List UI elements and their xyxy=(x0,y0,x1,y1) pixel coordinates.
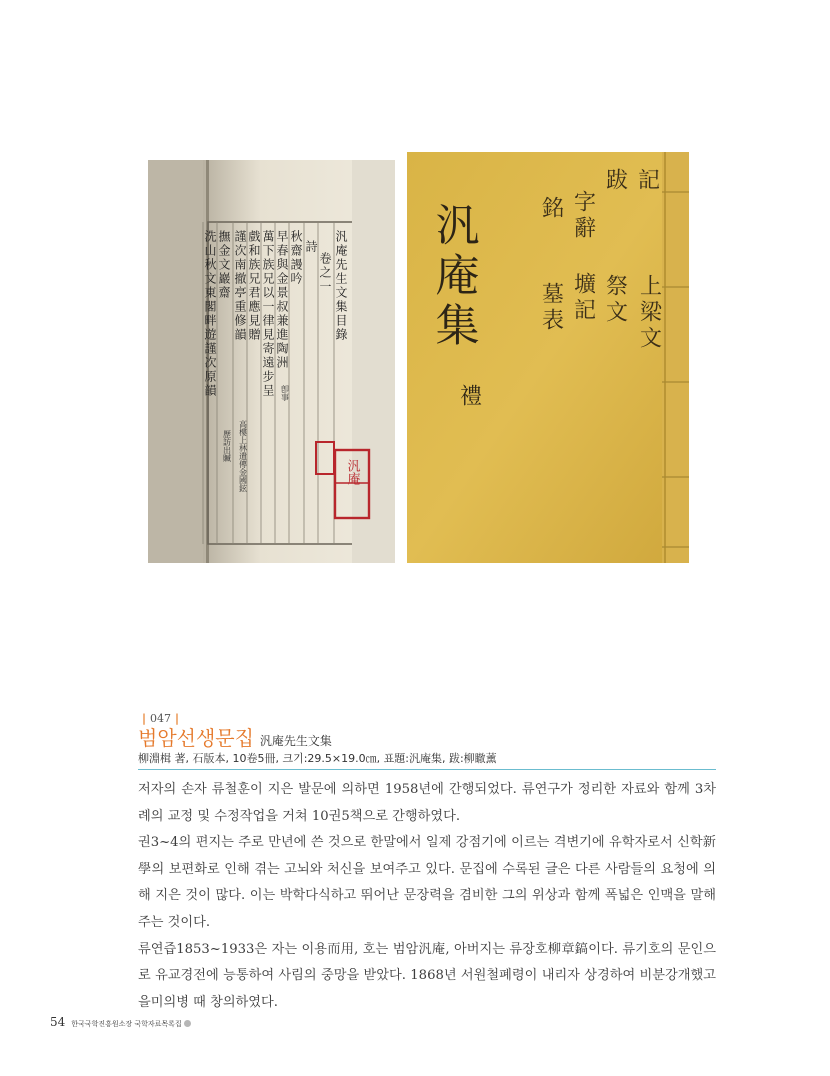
volume-mark: 禮 xyxy=(456,384,482,406)
column-text: 謹次南撤亭重修韻 xyxy=(233,230,247,342)
cover-column: 祭文 xyxy=(602,274,628,326)
item-title xyxy=(138,722,714,751)
book-photo-left xyxy=(148,160,395,563)
column-text: 卷之一 xyxy=(318,252,332,294)
caption-divider xyxy=(138,769,716,770)
column-note: 高樓上林遺傳金國鉉 xyxy=(238,420,248,492)
cover-column: 字辭 xyxy=(570,190,596,242)
title-korean: 범암선생문집 xyxy=(138,726,254,750)
column-text: 萬下族兄以一律見寄遠步呈 xyxy=(261,230,275,398)
page-footer xyxy=(50,1015,191,1029)
paragraph-3: 류연즙1853~1933은 자는 이용而用, 호는 범암汎庵, 아버지는 류장호柳章鎬이다. 류기호의 문인으로 유교경전에 능통하여 사림의 중망을 받았다. 1868년 서원철폐령이 내리자 상경하여 비분강개했고 을미의병 때 창의하였다. xyxy=(138,941,716,1010)
page-number: 54 xyxy=(50,1015,66,1029)
paragraph-1: 저자의 손자 류철훈이 지은 발문에 의하면 1958년에 간행되었다. 류연구가 정리한 자료와 함께 3차례의 교정 및 수정작업을 거쳐 10권5책으로 간행하였다. xyxy=(138,782,716,824)
column-text: 詩 xyxy=(304,240,318,254)
column-text: 早春與金景叔兼進陶洲 xyxy=(275,230,289,370)
cover-column: 上梁文 xyxy=(636,274,662,352)
book-photo-right xyxy=(407,152,689,563)
column-text: 秋齋謾吟 xyxy=(289,230,303,286)
cover-column: 墓表 xyxy=(538,282,564,334)
footer-dot xyxy=(184,1020,191,1027)
cover-title: 汎庵集 xyxy=(427,202,479,352)
column-text: 洗山秋文東閣畔遊謹次原韻 xyxy=(203,230,217,398)
number-bar-left: | xyxy=(142,712,147,725)
column-note: 歷訪出贓 xyxy=(222,430,232,462)
column-note: 卽事 xyxy=(280,385,290,401)
cover-column: 跋 xyxy=(602,168,628,194)
column-text: 戲和族兄君應見贈 xyxy=(247,230,261,342)
column-text: 撫金文巖齋 xyxy=(217,230,231,300)
title-hanja: 汎庵先生文集 xyxy=(259,734,332,748)
item-metadata: 柳淵楫 著, 石版本, 10卷5冊, 크기:29.5×19.0㎝, 표題:汎庵集, 跋:柳瞮薰 xyxy=(138,752,497,765)
publication-title: 한국국학진흥원소장 국학자료목록집 xyxy=(71,1020,182,1028)
number-bar-right: | xyxy=(175,712,180,725)
item-number-text: 047 xyxy=(150,712,172,725)
seal-text: 汎庵 xyxy=(344,459,360,485)
book-contents-page-image xyxy=(148,160,395,563)
cover-column: 記 xyxy=(634,168,660,194)
book-cover-image xyxy=(407,152,689,563)
cover-column: 銘 xyxy=(538,196,564,222)
column-text: 汎庵先生文集目錄 xyxy=(334,230,348,342)
description-text xyxy=(138,777,716,1016)
cover-column: 壙記 xyxy=(570,272,596,324)
paragraph-2: 권3~4의 편지는 주로 만년에 쓴 것으로 한말에서 일제 강점기에 이르는 격변기에 유학자로서 신학新學의 보편화로 인해 겪는 고뇌와 처신을 보여주고 있다. 문집에 수록된 글은 다른 사람들의 요청에 의해 지은 것이 많다. 이는 박학다식하고 뛰어난 문장력을 겸비한 그의 위상과 함께 폭넓은 인맥을 말해주는 것이다. xyxy=(138,835,716,930)
